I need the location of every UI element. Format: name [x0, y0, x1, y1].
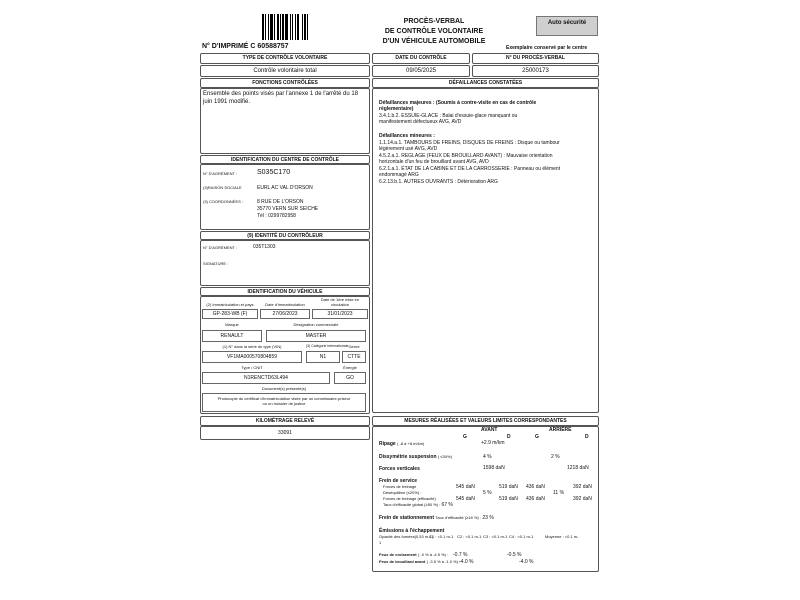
feux-croisement-g: -0.7 % [453, 552, 468, 558]
ff-arriere-g: 436 daN [526, 484, 545, 490]
barcode-bar [268, 14, 269, 40]
barcode-bar [307, 14, 308, 40]
ffe-avant-d: 519 daN [499, 496, 518, 502]
kilometrage-value: 33091 [200, 426, 370, 440]
categorie-value: N1 [306, 351, 340, 363]
fonctions-box [200, 88, 370, 154]
address-line-1: 8 RUE DE L'ORSON [257, 199, 304, 205]
forces-freinage-label: Forces de freinage [383, 484, 417, 489]
frein-service-label: Frein de service [379, 478, 418, 484]
dissymetrie-avant: 4 % [483, 454, 492, 460]
opacite-c3: C3 : <0.1 m-1 [483, 534, 508, 539]
forces-verticales-avant: 1598 daN [483, 465, 505, 471]
type-controle-value: Contrôle volontaire total [200, 65, 370, 77]
taux-efficacite-row [383, 502, 453, 508]
controleur-box [200, 240, 370, 286]
arriere-header: ARRIÈRE [549, 427, 572, 433]
centre-telephone: Tél : 0299782958 [257, 213, 296, 219]
pv-number-label: N° DU PROCÈS-VERBAL [472, 53, 599, 64]
genre-label: Genre [348, 344, 360, 349]
dissymetrie-row [379, 454, 452, 460]
stationnement-value: 23 % [482, 515, 494, 521]
ripage-value: +2.9 m/km [481, 440, 505, 446]
address-line-2: 35770 VERN SUR SEICHE [257, 206, 319, 212]
vin-value: VF1MA000570804859 [202, 351, 302, 363]
fonctions-label: FONCTIONS CONTRÔLÉES [200, 78, 370, 88]
majeures-title: Défaillances majeures : (Soumis à contre-visite en cas de contrôle réglementaire) [379, 100, 537, 112]
arriere-g-header: G [535, 434, 539, 440]
raison-sociale-label: (3)RAISON SOCIALE [203, 185, 242, 190]
title-line-3: D'UN VÉHICULE AUTOMOBILE [382, 38, 486, 45]
feux-brouillard-d: -4.0 % [519, 559, 534, 565]
ffe-arriere-g: 436 daN [526, 496, 545, 502]
energie-label: Énergie [343, 365, 357, 370]
signature-label: SIGNATURE : [203, 261, 229, 266]
pv-number-value: 25000173 [472, 65, 599, 77]
ffe-label: Forces de freinage (efficacité) [383, 496, 436, 501]
barcode-bar [295, 14, 296, 40]
centre-box [200, 164, 370, 230]
document-title [362, 17, 506, 47]
stationnement-row [379, 515, 494, 521]
barcode [262, 14, 334, 40]
dissymetrie-limit: ( ≤30%) [437, 454, 452, 459]
desequilibre-arriere: 11 % [553, 490, 565, 496]
controleur-label: (9) IDENTITÉ DU CONTRÔLEUR [200, 231, 370, 240]
designation-value: MASTER [266, 330, 366, 342]
mesures-label: MESURES RÉALISÉES ET VALEURS LIMITES CORRESPONDANTES [372, 416, 599, 426]
avant-header: AVANT [481, 427, 498, 433]
avant-g-header: G [463, 434, 467, 440]
kilometrage-label: KILOMÉTRAGE RELEVÉ [200, 416, 370, 426]
centre-agrement-value: S035C170 [257, 169, 291, 176]
mineure-item: 6.2.1.a.1. ÉTAT DE LA CABINE ET DE LA CARROSSERIE : Panneau ou élément endommagé ARG [379, 166, 561, 178]
barcode-bar [270, 14, 273, 40]
desequilibre-label: Déséquilibre [383, 490, 406, 495]
barcode-bar [277, 14, 279, 40]
ff-avant-g: 545 daN [456, 484, 475, 490]
feux-brouillard-row [379, 559, 460, 565]
mineure-item: 1.1.14.a.1. TAMBOURS DE FREINS, DISQUES DE FREINS : Disque ou tambour légèrement usé AVG, AVD [379, 140, 560, 152]
title-line-2: DE CONTRÔLE VOLONTAIRE [384, 28, 484, 35]
ripage-label: Ripage [379, 441, 396, 447]
date-immat-value: 27/06/2023 [260, 309, 310, 319]
mesures-box [372, 426, 599, 572]
majeure-item: 3.4.1.b.2. ESSUIE-GLACE : Balai d'essuie-glace manquant ou manifestement défectueux AVG, AVD [379, 113, 518, 125]
forces-verticales-label: Forces verticales [379, 466, 420, 472]
feux-brouillard-g: -4.0 % [459, 559, 474, 565]
categorie-label: (3) Catégorie internationale [306, 344, 349, 348]
arriere-d-header: D [585, 434, 589, 440]
date-controle-value: 09/05/2025 [372, 65, 470, 77]
immat-label: (2) Immatriculation et pays [206, 302, 254, 307]
barcode-bar [262, 14, 264, 40]
barcode-bar [290, 14, 291, 40]
barcode-bar [297, 14, 299, 40]
marque-value: RENAULT [202, 330, 262, 342]
barcode-bar [280, 14, 281, 40]
mineures-title: Défaillances mineures : [379, 133, 435, 139]
barcode-bar [304, 14, 306, 40]
ff-arriere-d: 392 daN [573, 484, 592, 490]
forces-verticales-arriere: 1218 daN [567, 465, 589, 471]
opacite-c4: C4 : <0.1 m-1 [509, 534, 534, 539]
controleur-agrement-label: N° D'AGRÉMENT : [203, 245, 238, 250]
taux-efficacite-label: Taux d'efficacité global (≥50 %) : [383, 502, 441, 507]
desequilibre-limit: (≤20%) : [406, 490, 422, 495]
taux-efficacite-value: 67 % [441, 502, 453, 508]
vehicule-label: IDENTIFICATION DU VÉHICULE [200, 287, 370, 296]
date-controle-label: DATE DU CONTRÔLE [372, 53, 470, 64]
coordonnees-label: (3) COORDONNÉES : [203, 199, 244, 204]
designation-label: Désignation commerciale [293, 322, 339, 327]
barcode-bar [292, 14, 293, 40]
feux-brouillard-label: Feux de brouillard avant [379, 559, 426, 564]
ffe-arriere-d: 392 daN [573, 496, 592, 502]
title-line-1: PROCÈS-VERBAL [403, 18, 465, 25]
opacite-moyenne: Moyenne : <0.1 m- [545, 534, 579, 539]
feux-croisement-label: Feux de croisement [379, 552, 417, 557]
barcode-bar [265, 14, 266, 40]
genre-value: CTTE [342, 351, 366, 363]
centre-label: IDENTIFICATION DU CENTRE DE CONTRÔLE [200, 155, 370, 164]
ff-avant-d: 519 daN [499, 484, 518, 490]
ripage-limit: ( -8 à +8 m/km) [397, 441, 425, 446]
opacite-c1: C1 : <0.1 m-1 [429, 534, 454, 539]
marque-label: Marque [225, 322, 239, 327]
desequilibre-avant: 5 % [483, 490, 492, 496]
barcode-bar [302, 14, 303, 40]
type-cnit-label: Type / CNIT [241, 365, 263, 370]
ffe-avant-g: 545 daN [456, 496, 475, 502]
documents-label: Document(s) présenté(s) [261, 386, 307, 391]
immat-value: GP-283-WB (F) [202, 309, 258, 319]
avant-d-header: D [507, 434, 511, 440]
type-controle-label: TYPE DE CONTRÔLE VOLONTAIRE [200, 53, 370, 64]
documents-value: Photocopie du certificat d'immatriculation visée par un commissaire-priseur ou un huissier de justice [202, 393, 366, 412]
barcode-bar [282, 14, 284, 40]
date-circulation-label: Date de 1ère mise en circulation [320, 297, 360, 307]
mineure-item: 4.5.2.a.1. REGLAGE (FEUX DE BROUILLARD AVANT) : Mauvaise orientation horizontale d'un feu de brouillard avant AVG, AVD [379, 153, 553, 165]
vin-label: (1) N° dans la série du type (VIN) [222, 344, 282, 349]
opacite-c2: C2 : <0.1 m-1 [457, 534, 482, 539]
opacite-label: Opacité des fumées(0,53 m-1) [379, 534, 434, 539]
type-cnit-value: N1RENCTD63L494 [202, 372, 330, 384]
emissions-label: Émissions à l'échappement [379, 528, 445, 534]
exemplaire-note: Exemplaire conservé par le centre [506, 45, 588, 51]
barcode-bar [274, 14, 275, 40]
centre-agrement-label: N° D'AGRÉMENT : [203, 171, 238, 176]
mineure-item: 6.2.13.b.1. AUTRES OUVRANTS : Détérioration ARG [379, 179, 498, 185]
feux-croisement-limit: ( -0 % à -4.5 %) : [417, 552, 449, 557]
date-circulation-value: 31/01/2023 [312, 309, 368, 319]
dissymetrie-label: Dissymétrie suspension [379, 454, 437, 460]
stationnement-label: Frein de stationnement [379, 515, 435, 521]
feux-croisement-row [379, 552, 448, 558]
defaillances-box [372, 88, 599, 413]
feux-croisement-d: -0.5 % [507, 552, 522, 558]
feux-brouillard-limit: ( -3.5 % à -1.0 %) : [426, 559, 461, 564]
date-immat-label: Date d'immatriculation [265, 302, 305, 307]
auto-securite-logo: Auto sécurité [536, 16, 598, 36]
defaillances-label: DÉFAILLANCES CONSTATÉES [372, 78, 599, 88]
barcode-bar [285, 14, 288, 40]
opacite-moyenne-end: 1 [379, 540, 382, 545]
ripage-row [379, 441, 424, 447]
fonctions-text: Ensemble des points visés par l'annexe 1 de l'arrêté du 18 juin 1991 modifié. [203, 91, 359, 105]
energie-value: GO [334, 372, 366, 384]
stationnement-text: Taux d'efficacité (≥18 %) : [435, 515, 481, 520]
dissymetrie-arriere: 2 % [551, 454, 560, 460]
imprime-number: N° D'IMPRIMÉ C 60588757 [202, 43, 289, 50]
raison-sociale-value: EURL AC VAL D'ORSON [257, 185, 313, 191]
controleur-agrement-value: 035T1303 [253, 244, 276, 250]
